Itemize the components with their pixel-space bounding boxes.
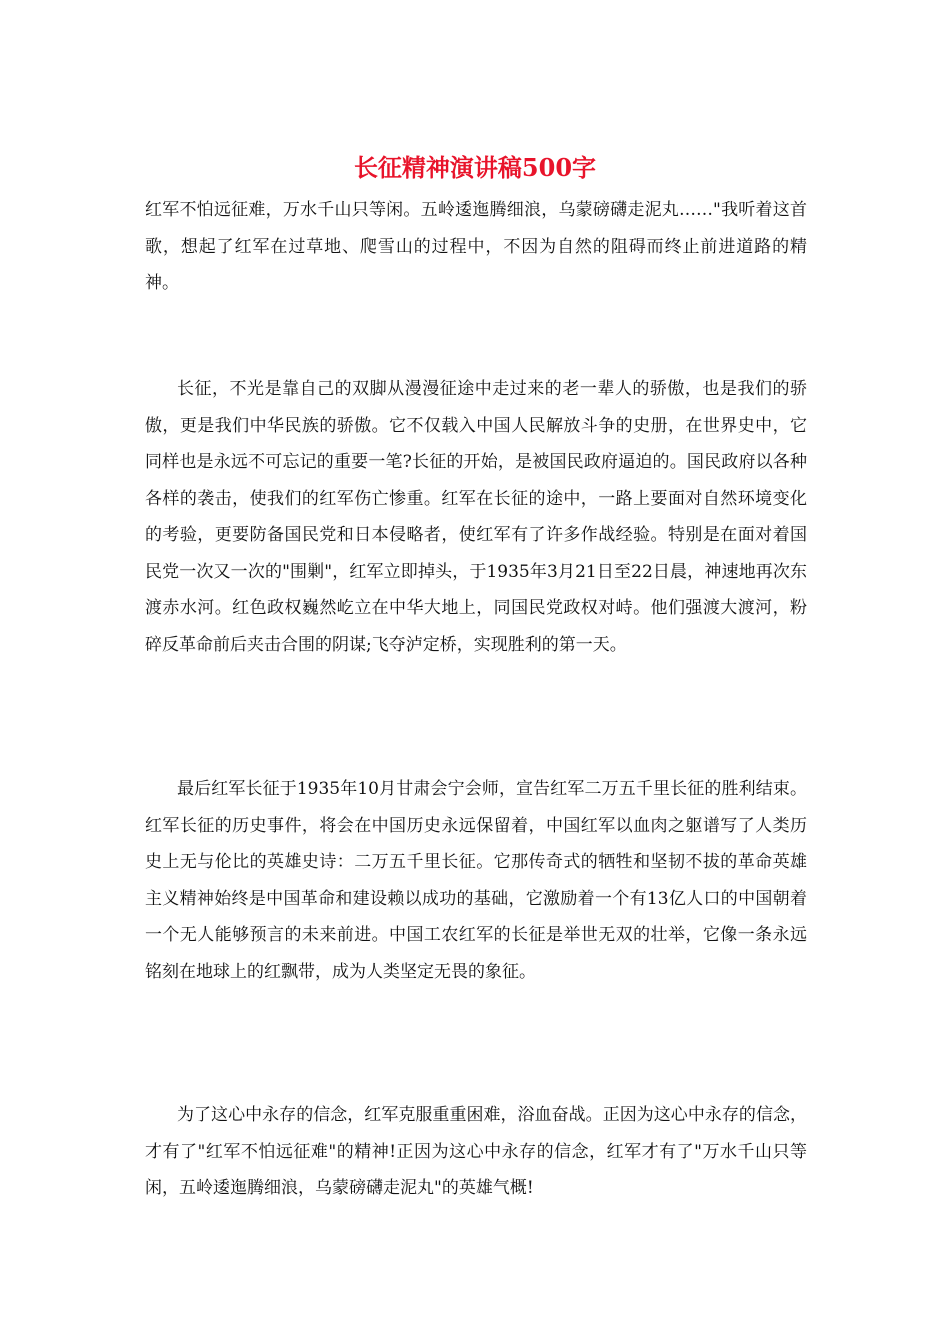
paragraph-3: 最后红军长征于1935年10月甘肃会宁会师，宣告红军二万五千里长征的胜利结束。红军长征的历史事件，将会在中国历史永远保留着，中国红军以血肉之躯谱写了人类历史上无与伦比的英雄史诗：二万五千里长征。它那传奇式的牺牲和坚韧不拔的革命英雄主义精神始终是中国革命和建设赖以成功的基础，它激励着一个有13亿人口的中国朝着一个无人能够预言的未来前进。中国工农红军的长征是举世无双的壮举，它像一条永远铭刻在地球上的红飘带，成为人类坚定无畏的象征。 xyxy=(145,779,807,982)
document-title: 长征精神演讲稿500字 xyxy=(353,153,597,182)
paragraph-1: 红军不怕远征难，万水千山只等闲。五岭逶迤腾细浪，乌蒙磅礴走泥丸……"我听着这首歌，想起了红军在过草地、爬雪山的过程中，不因为自然的阻碍而终止前进道路的精神。 xyxy=(145,200,807,293)
paragraph-4: 为了这心中永存的信念，红军克服重重困难，浴血奋战。正因为这心中永存的信念，才有了"红军不怕远征难"的精神!正因为这心中永存的信念，红军才有了"万水千山只等闲，五岭逶迤腾细浪，乌蒙磅礴走泥丸"的英雄气概! xyxy=(145,1105,807,1198)
paragraph-2: 长征，不光是靠自己的双脚从漫漫征途中走过来的老一辈人的骄傲，也是我们的骄傲，更是我们中华民族的骄傲。它不仅载入中国人民解放斗争的史册，在世界史中，它同样也是永远不可忘记的重要一笔?长征的开始，是被国民政府逼迫的。国民政府以各种各样的袭击，使我们的红军伤亡惨重。红军在长征的途中，一路上要面对自然环境变化的考验，更要防备国民党和日本侵略者，使红军有了许多作战经验。特别是在面对着国民党一次又一次的"围剿"，红军立即掉头，于1935年3月21日至22日晨，神速地再次东渡赤水河。红色政权巍然屹立在中华大地上，同国民党政权对峙。他们强渡大渡河，粉碎反革命前后夹击合围的阴谋;飞夺泸定桥，实现胜利的第一天。 xyxy=(145,379,807,655)
